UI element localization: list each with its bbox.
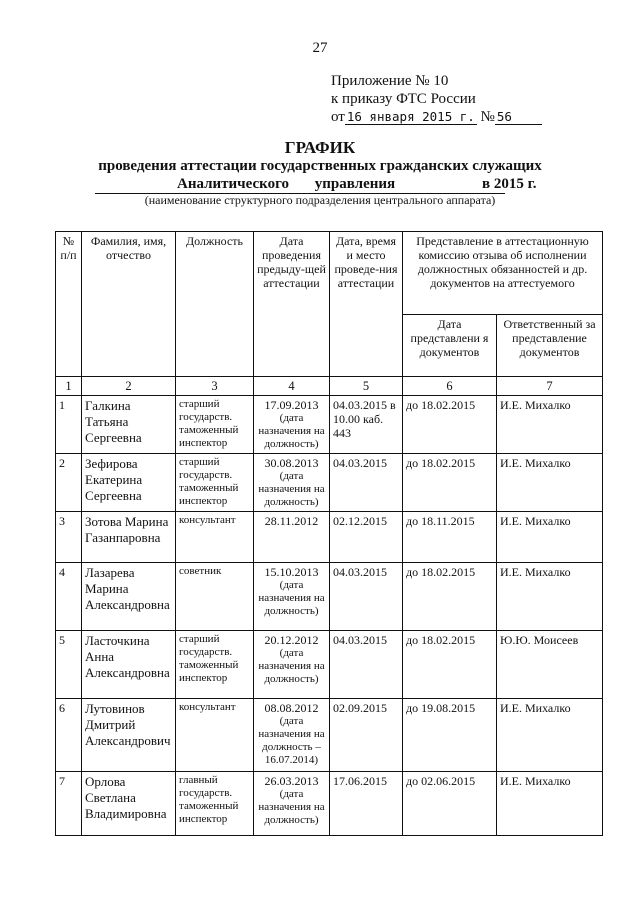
department-name: Аналитического управления bbox=[177, 176, 396, 192]
order-date-prefix: от bbox=[331, 109, 345, 125]
attestation-schedule-table bbox=[55, 231, 603, 836]
row-num: 1 bbox=[56, 396, 82, 454]
submission-date: до 18.02.2015 bbox=[403, 631, 497, 699]
submission-date: до 02.06.2015 bbox=[403, 772, 497, 836]
submission-date: до 18.02.2015 bbox=[403, 396, 497, 454]
table-row bbox=[56, 396, 603, 454]
employee-name: Зефирова Екатерина Сергеевна bbox=[82, 454, 176, 512]
col-number: 1 bbox=[56, 377, 82, 396]
table-row bbox=[56, 699, 603, 772]
order-number: 56 bbox=[495, 109, 542, 125]
employee-position: консультант bbox=[176, 699, 254, 772]
row-num: 2 bbox=[56, 454, 82, 512]
row-num: 6 bbox=[56, 699, 82, 772]
submission-date: до 19.08.2015 bbox=[403, 699, 497, 772]
prev-attestation bbox=[254, 699, 330, 772]
row-num: 3 bbox=[56, 512, 82, 563]
department-note: (наименование структурного подразделения центрального аппарата) bbox=[144, 193, 496, 207]
responsible-person: И.Е. Михалко bbox=[497, 772, 603, 836]
attestation-date-place: 04.03.2015 bbox=[330, 454, 403, 512]
responsible-person: И.Е. Михалко bbox=[497, 563, 603, 631]
attestation-date-place: 17.06.2015 bbox=[330, 772, 403, 836]
prev-date: 17.09.2013 bbox=[264, 398, 319, 412]
employee-name: Зотова Марина Газанпаровна bbox=[82, 512, 176, 563]
employee-name: Орлова Светлана Владимировна bbox=[82, 772, 176, 836]
responsible-person: И.Е. Михалко bbox=[497, 699, 603, 772]
table-row bbox=[56, 631, 603, 699]
employee-position: старший государств. таможенный инспектор bbox=[176, 631, 254, 699]
attestation-date-place: 04.03.2015 bbox=[330, 563, 403, 631]
employee-name: Ласточкина Анна Александровна bbox=[82, 631, 176, 699]
attestation-date-place: 02.12.2015 bbox=[330, 512, 403, 563]
prev-attestation bbox=[254, 772, 330, 836]
col-number: 4 bbox=[254, 377, 330, 396]
appendix-line-3 bbox=[331, 108, 581, 126]
attestation-date-place: 04.03.2015 bbox=[330, 631, 403, 699]
table-row bbox=[56, 454, 603, 512]
appendix-line-2: к приказу ФТС России bbox=[331, 91, 476, 107]
submission-date: до 18.11.2015 bbox=[403, 512, 497, 563]
appendix-line-1: Приложение № 10 bbox=[331, 73, 449, 89]
prev-note: (дата назначения на должность – 16.07.2014) bbox=[258, 715, 325, 766]
row-num: 5 bbox=[56, 631, 82, 699]
employee-position: старший государств. таможенный инспектор bbox=[176, 396, 254, 454]
prev-date: 28.11.2012 bbox=[264, 514, 319, 528]
header-prev-date: Дата проведения предыду-щей аттестации bbox=[254, 232, 330, 377]
prev-date: 30.08.2013 bbox=[264, 456, 319, 470]
header-name: Фамилия, имя, отчество bbox=[82, 232, 176, 377]
employee-position: консультант bbox=[176, 512, 254, 563]
prev-attestation bbox=[254, 631, 330, 699]
header-sub-date: Дата представлени я документов bbox=[403, 315, 497, 377]
row-num: 7 bbox=[56, 772, 82, 836]
document-subtitle: проведения аттестации государственных гражданских служащих bbox=[98, 158, 542, 174]
col-number: 6 bbox=[403, 377, 497, 396]
prev-date: 20.12.2012 bbox=[264, 633, 319, 647]
prev-date: 08.08.2012 bbox=[264, 701, 319, 715]
header-date-place: Дата, время и место проведе-ния аттестации bbox=[330, 232, 403, 377]
prev-note: (дата назначения на должность) bbox=[258, 647, 325, 685]
prev-attestation bbox=[254, 454, 330, 512]
prev-note: (дата назначения на должность) bbox=[258, 470, 325, 508]
prev-attestation bbox=[254, 563, 330, 631]
appendix-header bbox=[331, 72, 581, 126]
submission-date: до 18.02.2015 bbox=[403, 563, 497, 631]
header-position: Должность bbox=[176, 232, 254, 377]
employee-name: Лутовинов Дмитрий Александрович bbox=[82, 699, 176, 772]
prev-date: 15.10.2013 bbox=[264, 565, 319, 579]
employee-name: Галкина Татьяна Сергеевна bbox=[82, 396, 176, 454]
attestation-date-place: 02.09.2015 bbox=[330, 699, 403, 772]
employee-name: Лазарева Марина Александровна bbox=[82, 563, 176, 631]
column-number-row bbox=[56, 377, 603, 396]
table-row bbox=[56, 772, 603, 836]
responsible-person: И.Е. Михалко bbox=[497, 396, 603, 454]
col-number: 7 bbox=[497, 377, 603, 396]
responsible-person: И.Е. Михалко bbox=[497, 454, 603, 512]
department-line bbox=[95, 176, 505, 194]
document-title: ГРАФИК bbox=[284, 138, 356, 157]
page-number: 27 bbox=[312, 40, 328, 56]
header-num: № п/п bbox=[56, 232, 82, 377]
attestation-date-place: 04.03.2015 в 10.00 каб. 443 bbox=[330, 396, 403, 454]
prev-date: 26.03.2013 bbox=[264, 774, 319, 788]
employee-position: главный государств. таможенный инспектор bbox=[176, 772, 254, 836]
schedule-year: в 2015 г. bbox=[482, 176, 537, 192]
prev-note: (дата назначения на должность) bbox=[258, 579, 325, 617]
header-sub-responsible: Ответственный за представление документов bbox=[497, 315, 603, 377]
col-number: 5 bbox=[330, 377, 403, 396]
prev-note: (дата назначения на должность) bbox=[258, 412, 325, 450]
prev-attestation bbox=[254, 512, 330, 563]
table-header-row bbox=[56, 232, 603, 315]
row-num: 4 bbox=[56, 563, 82, 631]
responsible-person: Ю.Ю. Моисеев bbox=[497, 631, 603, 699]
header-submission: Представление в аттестационную комиссию отзыва об исполнении должностных обязанностей и др. документов на аттестуемого bbox=[403, 232, 603, 315]
table-row bbox=[56, 563, 603, 631]
prev-attestation bbox=[254, 396, 330, 454]
order-number-prefix: № bbox=[480, 109, 495, 125]
submission-date: до 18.02.2015 bbox=[403, 454, 497, 512]
col-number: 3 bbox=[176, 377, 254, 396]
table-row bbox=[56, 512, 603, 563]
order-date: 16 января 2015 г. bbox=[346, 109, 475, 124]
employee-position: советник bbox=[176, 563, 254, 631]
col-number: 2 bbox=[82, 377, 176, 396]
responsible-person: И.Е. Михалко bbox=[497, 512, 603, 563]
prev-note: (дата назначения на должность) bbox=[258, 788, 325, 826]
employee-position: старший государств. таможенный инспектор bbox=[176, 454, 254, 512]
